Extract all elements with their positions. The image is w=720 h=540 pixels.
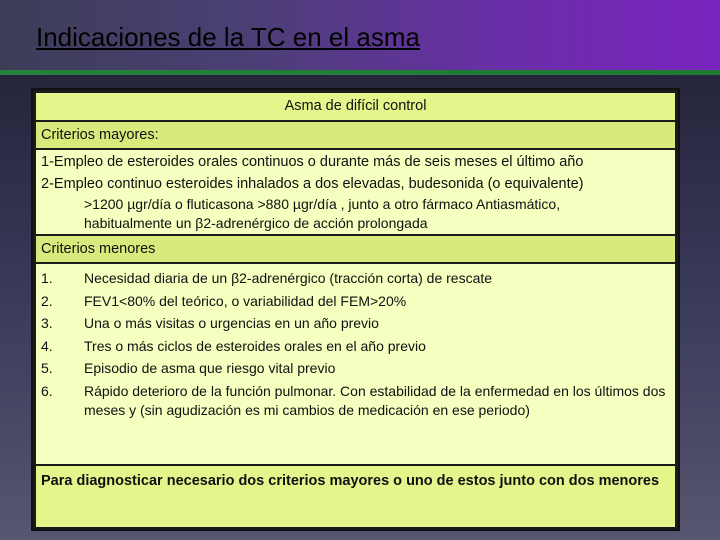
list-item-text: Tres o más ciclos de esteroides orales en el año previo xyxy=(84,337,426,354)
minor-criteria-heading: Criterios menores xyxy=(36,236,675,262)
list-item-number: 2. xyxy=(41,292,53,309)
list-item xyxy=(41,292,670,312)
major-criteria-heading: Criterios mayores: xyxy=(36,122,675,148)
diagnosis-conclusion: Para diagnosticar necesario dos criterios mayores o uno de estos junto con dos menores xyxy=(36,466,675,527)
list-item xyxy=(41,314,670,334)
list-item-text: Episodio de asma que riesgo vital previo xyxy=(84,360,336,376)
list-item-number: 3. xyxy=(41,315,53,331)
list-item-number: 5. xyxy=(41,360,53,376)
criteria-table xyxy=(31,88,680,531)
list-item-text: Una o más visitas o urgencias en un año previo xyxy=(84,315,379,331)
list-item xyxy=(41,382,670,420)
list-item-text: FEV1<80% del teórico, o variabilidad del FEM>20% xyxy=(84,292,407,309)
list-item xyxy=(41,337,670,357)
list-item-text: Necesidad diaria de un β2-adrenérgico (tracción corta) de rescate xyxy=(84,270,493,286)
major-criterion-2-detail-2: habitualmente un β2-adrenérgico de acción prolongada xyxy=(84,215,428,231)
major-criterion-2-detail-1: >1200 µgr/día o fluticasona >880 µgr/día , junto a otro fármaco Antiasmático, xyxy=(84,196,561,212)
table-title: Asma de difícil control xyxy=(36,93,675,120)
major-criteria-body xyxy=(36,150,675,234)
list-item xyxy=(41,269,670,289)
minor-criteria-list xyxy=(41,269,670,420)
major-criterion-1: 1-Empleo de esteroides orales continuos o durante más de seis meses el último año xyxy=(41,154,584,170)
list-item-number: 4. xyxy=(41,337,53,354)
major-criterion-2: 2-Empleo continuo esteroides inhalados a dos elevadas, budesonida (o equivalente) xyxy=(41,176,584,192)
list-item-text: Rápido deterioro de la función pulmonar. Con estabilidad de la enfermedad en los últimos dos meses y (sin agudización es mi cambios de medicación en ese periodo) xyxy=(84,382,666,418)
list-item-number: 6. xyxy=(41,382,53,399)
minor-criteria-body xyxy=(36,264,675,464)
list-item-number: 1. xyxy=(41,270,53,286)
slide-title: Indicaciones de la TC en el asma xyxy=(36,22,420,52)
list-item xyxy=(41,359,670,379)
header-rule xyxy=(0,70,720,75)
